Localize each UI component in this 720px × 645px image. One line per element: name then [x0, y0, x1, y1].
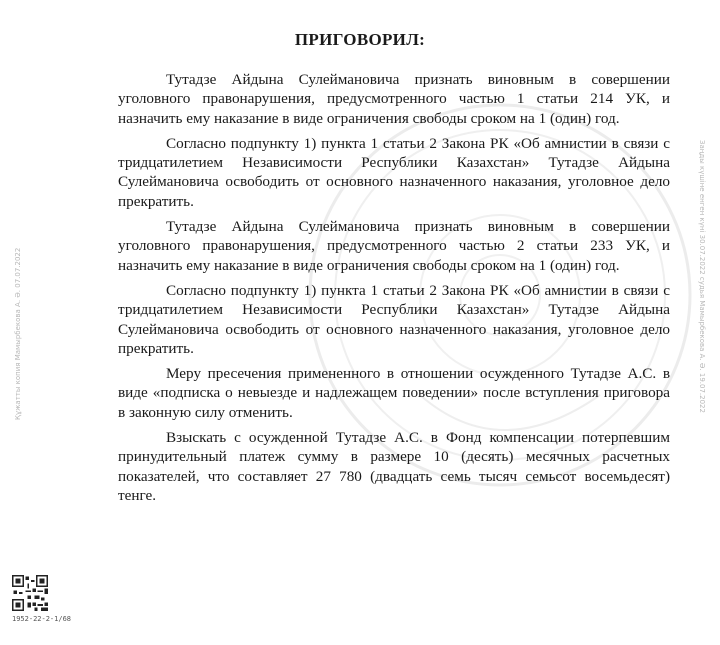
left-margin-stamp: Құжатты копия Мамырбекова А. Ә. 07.07.2022	[14, 247, 22, 420]
document-code: 1952-22-2-1/68	[12, 615, 72, 623]
qr-code-icon	[12, 575, 48, 611]
paragraph-4: Согласно подпункту 1) пункта 1 статьи 2 Закона РК «Об амнистии в связи с тридцатилетием Независимости Республики Казахстан» Тутадзе Айдына Сулеймановича освободить от основного назначенного наказания, уголовное дело прекратить.	[118, 281, 670, 357]
verdict-body	[118, 70, 670, 511]
paragraph-2: Согласно подпункту 1) пункта 1 статьи 2 Закона РК «Об амнистии в связи с тридцатилетием Независимости Республики Казахстан» Тутадзе Айдына Сулеймановича освободить от основного назначенного наказания, уголовное дело прекратить.	[118, 134, 670, 210]
right-margin-stamp: Заңды күшіне енген күні 30.07.2022 судья Мамырбекова А. Ә. 19.07.2022	[698, 140, 706, 413]
paragraph-5: Меру пресечения примененного в отношении осужденного Тутадзе А.С. в виде «подписка о невыезде и надлежащем поведении» после вступления приговора в законную силу отменить.	[118, 365, 670, 421]
paragraph-6: Взыскать с осужденной Тутадзе А.С. в Фонд компенсации потерпевшим принудительный платеж сумму в размере 10 (десять) месячных расчетных показателей, что составляет 27 780 (двадцать семь тысяч семьсот восемьдесят) тенге.	[118, 429, 670, 504]
paragraph-1: Тутадзе Айдына Сулеймановича признать виновным в совершении уголовного правонарушения, предусмотренного частью 1 статьи 214 УК, и назначить ему наказание в виде ограничения свободы сроком на 1 (один) год.	[118, 71, 670, 127]
paragraph-3: Тутадзе Айдына Сулеймановича признать виновным в совершении уголовного правонарушения, предусмотренного частью 2 статьи 233 УК, и назначить ему наказание в виде ограничения свободы сроком на 1 (один) год.	[118, 218, 670, 274]
verdict-heading: ПРИГОВОРИЛ:	[294, 30, 426, 49]
